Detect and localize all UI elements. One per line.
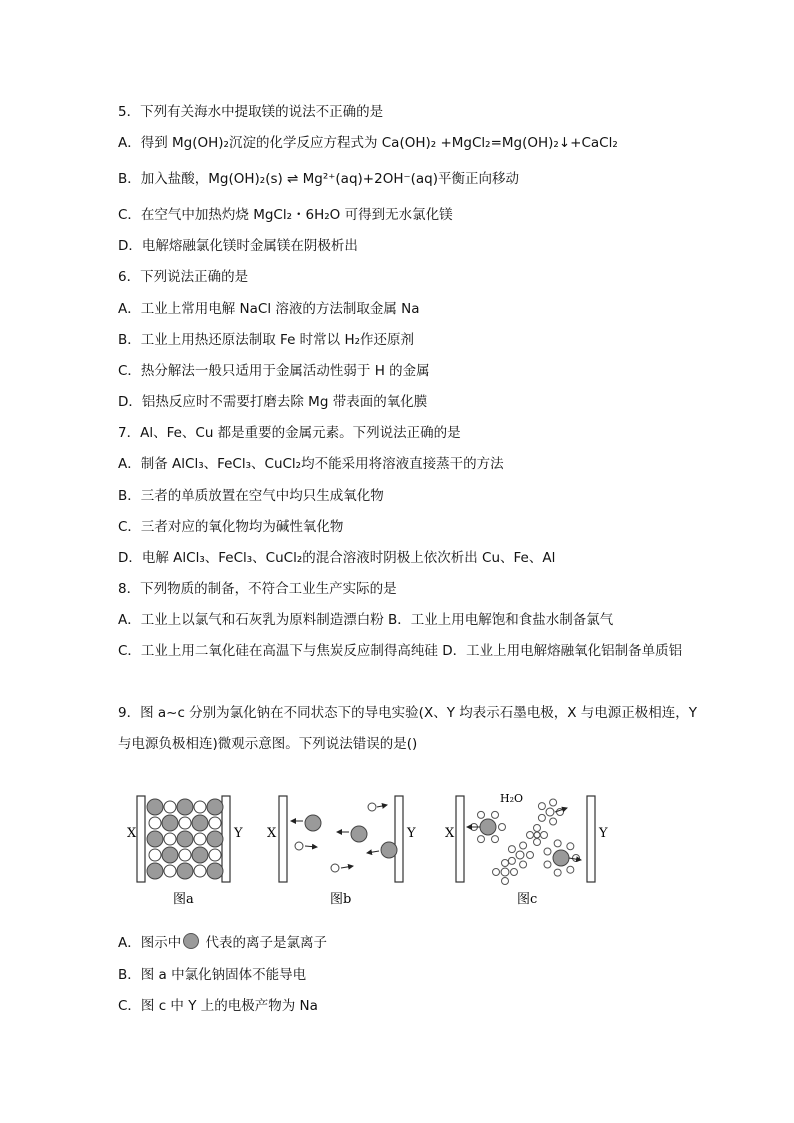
sodium-ion — [516, 851, 524, 859]
water-molecule — [550, 799, 557, 806]
caption-a: 图a — [173, 892, 194, 907]
chloride-ion — [480, 819, 496, 835]
sodium-ion — [149, 849, 161, 861]
question-5-stem: 5．下列有关海水中提取镁的说法不正确的是 — [118, 104, 384, 120]
electrode-y-label-a: Y — [234, 826, 243, 841]
water-molecule — [554, 840, 561, 847]
electrode-y-c — [587, 796, 595, 882]
question-8-options-ab: A．工业上以氯气和石灰乳为原料制造漂白粉 B．工业上用电解饱和食盐水制备氯气 — [118, 612, 614, 628]
nacl-conduction-figure — [125, 790, 615, 915]
sodium-ion — [209, 817, 221, 829]
question-9-option-c: C．图 c 中 Y 上的电极产物为 Na — [118, 998, 318, 1014]
question-7-option-b: B．三者的单质放置在空气中均只生成氧化物 — [118, 488, 384, 504]
water-molecule — [544, 848, 551, 855]
water-molecule — [493, 869, 500, 876]
water-molecule — [534, 839, 541, 846]
question-8-options-cd: C．工业上用二氧化硅在高温下与焦炭反应制得高纯硅 D．工业上用电解熔融氧化铝制备单质铝 — [118, 643, 683, 659]
electrode-y-label-b: Y — [407, 826, 416, 841]
water-molecule — [478, 811, 485, 818]
chloride-ion — [207, 831, 223, 847]
nacl-lattice — [147, 799, 223, 879]
question-5-option-a: A．得到 Mg(OH)₂沉淀的化学反应方程式为 Ca(OH)₂ +MgCl₂=Mg(OH)₂↓+CaCl₂ — [118, 135, 618, 151]
question-6-option-c: C．热分解法一般只适用于金属活动性弱于 H 的金属 — [118, 363, 430, 379]
sodium-ion — [179, 849, 191, 861]
water-molecule — [502, 860, 509, 867]
water-molecule — [544, 861, 551, 868]
option-a-prefix: A．图示中 — [118, 935, 182, 951]
question-5-option-c: C．在空气中加热灼烧 MgCl₂・6H₂O 可得到无水氯化镁 — [118, 207, 453, 223]
water-molecule — [527, 832, 534, 839]
chloride-ion — [147, 863, 163, 879]
water-molecule — [554, 869, 561, 876]
water-molecule — [478, 836, 485, 843]
question-7-option-c: C．三者对应的氧化物均为碱性氧化物 — [118, 519, 344, 535]
electrode-x-b — [279, 796, 287, 882]
electrode-x-label-a: X — [127, 826, 137, 841]
electrode-x-label-b: X — [267, 826, 277, 841]
water-molecule — [527, 852, 534, 859]
sodium-ion — [209, 849, 221, 861]
sodium-ion — [194, 865, 206, 877]
hydrated-ions — [467, 799, 581, 885]
figure-b — [267, 796, 416, 907]
water-molecule — [520, 842, 527, 849]
sodium-ion — [368, 803, 376, 811]
question-7-option-a: A．制备 AlCl₃、FeCl₃、CuCl₂均不能采用将溶液直接蒸干的方法 — [118, 456, 504, 472]
chloride-ion — [177, 863, 193, 879]
water-molecule — [538, 803, 545, 810]
water-molecule — [499, 824, 506, 831]
sodium-ion — [164, 833, 176, 845]
chloride-ion — [147, 831, 163, 847]
question-6-stem: 6．下列说法正确的是 — [118, 269, 249, 285]
electrode-y-b — [395, 796, 403, 882]
caption-c: 图c — [517, 892, 538, 907]
sodium-ion — [164, 801, 176, 813]
sodium-ion — [194, 833, 206, 845]
caption-b: 图b — [330, 892, 352, 907]
water-molecule — [573, 855, 580, 862]
chloride-ion — [162, 815, 178, 831]
water-molecule — [520, 861, 527, 868]
chloride-ion — [207, 863, 223, 879]
electrode-y-label-c: Y — [599, 826, 608, 841]
electrode-x-c — [456, 796, 464, 882]
water-molecule — [534, 825, 541, 832]
option-a-suffix: 代表的离子是氯离子 — [201, 935, 328, 951]
water-molecule — [508, 857, 515, 864]
sodium-ion — [179, 817, 191, 829]
water-molecule — [538, 814, 545, 821]
chloride-ion — [177, 799, 193, 815]
question-5-option-d: D．电解熔融氯化镁时金属镁在阴极析出 — [118, 238, 358, 254]
chloride-ion — [381, 842, 397, 858]
question-8-stem: 8．下列物质的制备，不符合工业生产实际的是 — [118, 581, 397, 597]
water-molecule — [541, 832, 548, 839]
sodium-ion — [546, 808, 554, 816]
water-molecule — [511, 869, 518, 876]
chloride-ion — [147, 799, 163, 815]
sodium-ion — [501, 868, 509, 876]
chloride-ion — [351, 826, 367, 842]
sodium-ion — [295, 842, 303, 850]
sodium-ion — [331, 864, 339, 872]
chloride-ion — [192, 847, 208, 863]
water-molecule — [550, 818, 557, 825]
question-9-stem: 9．图 a~c 分别为氯化钠在不同状态下的导电实验(X、Y 均表示石墨电极，X 与电源正极相连，Y 与电源负极相连)微观示意图。下列说法错误的是() — [118, 705, 698, 752]
chloride-ion — [207, 799, 223, 815]
water-molecule — [492, 811, 499, 818]
figure-svg — [125, 790, 615, 915]
water-molecule — [508, 846, 515, 853]
electrode-x-label-c: X — [445, 826, 455, 841]
question-6-option-d: D．铝热反应时不需要打磨去除 Mg 带表面的氧化膜 — [118, 394, 428, 410]
question-6-option-a: A．工业上常用电解 NaCl 溶液的方法制取金属 Na — [118, 301, 420, 317]
electrode-x-a — [137, 796, 145, 882]
sodium-ion — [149, 817, 161, 829]
water-molecule — [492, 836, 499, 843]
question-7-option-d: D．电解 AlCl₃、FeCl₃、CuCl₂的混合溶液时阴极上依次析出 Cu、Fe、Al — [118, 550, 556, 566]
water-molecule — [567, 843, 574, 850]
question-9-option-a — [118, 933, 698, 953]
question-9-option-b: B．图 a 中氯化钠固体不能导电 — [118, 967, 307, 983]
chloride-ion — [192, 815, 208, 831]
sodium-ion — [164, 865, 176, 877]
chloride-ion — [162, 847, 178, 863]
chloride-ion — [177, 831, 193, 847]
question-7-stem: 7．Al、Fe、Cu 都是重要的金属元素。下列说法正确的是 — [118, 425, 461, 441]
water-label: H₂O — [500, 792, 524, 805]
figure-a — [127, 796, 243, 907]
gray-ion-icon — [183, 933, 199, 949]
sodium-ion — [534, 832, 540, 838]
question-6-option-b: B．工业上用热还原法制取 Fe 时常以 H₂作还原剂 — [118, 332, 415, 348]
water-molecule — [502, 878, 509, 885]
sodium-ion — [194, 801, 206, 813]
question-5-option-b: B．加入盐酸，Mg(OH)₂(s) ⇌ Mg²⁺(aq)+2OH⁻(aq)平衡正向移动 — [118, 171, 519, 187]
figure-c — [445, 792, 608, 907]
water-molecule — [567, 866, 574, 873]
chloride-ion — [305, 815, 321, 831]
chloride-ion — [553, 850, 569, 866]
